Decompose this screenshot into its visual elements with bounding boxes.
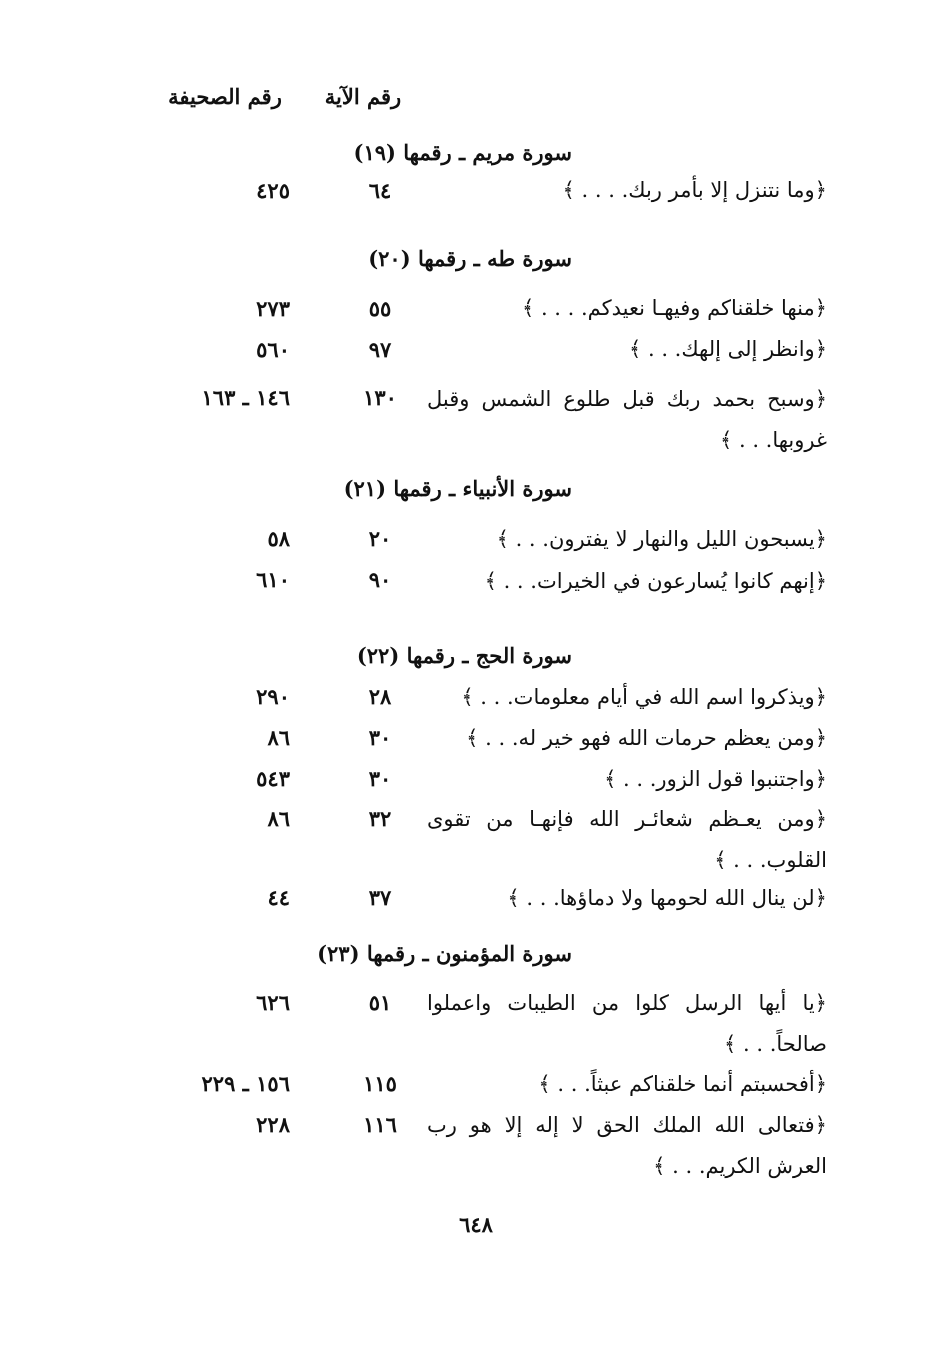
ayah-number: ١١٥	[363, 1071, 397, 1096]
surah-title: سورة الأنبياء ـ رقمها (٢١)	[343, 476, 572, 501]
page-reference: ١٤٦ ـ ١٦٣	[201, 385, 290, 410]
ayah-number: ٣٧	[368, 885, 392, 910]
page-reference: ٢٢٨	[256, 1112, 290, 1137]
verse-text: ﴿ومن يعظم حرمات الله فهو خير له. . . ﴾	[466, 726, 827, 750]
ayah-number-column-header: رقم الآية	[324, 84, 402, 109]
ayah-number: ٣٠	[368, 725, 392, 750]
page-reference: ١٥٦ ـ ٢٢٩	[201, 1071, 290, 1096]
page-folio-number: ٦٤٨	[459, 1212, 493, 1237]
page-reference: ٢٧٣	[256, 296, 290, 321]
page-reference: ٨٦	[267, 725, 290, 750]
surah-title: سورة طه ـ رقمها (٢٠)	[368, 246, 572, 271]
page-reference: ٥٨	[267, 526, 290, 551]
page-reference: ٥٤٣	[256, 766, 290, 791]
surah-title: سورة مريم ـ رقمها (١٩)	[353, 140, 572, 165]
verse-text: ﴿وسبح بحمد ربك قبل طلوع الشمس وقبل غروبها. . . ﴾	[427, 387, 827, 452]
verse-text: ﴿وانظر إلى إلهك. . . ﴾	[629, 337, 827, 361]
ayah-number: ٩٧	[368, 337, 392, 362]
page-number-column-header: رقم الصحيفة	[168, 84, 282, 109]
page-reference: ٦١٠	[256, 567, 290, 592]
verse-text: ﴿منها خلقناكم وفيهـا نعيدكم. . . . ﴾	[521, 296, 827, 320]
ayah-number: ٥١	[368, 990, 392, 1015]
page-reference: ٦٢٦	[256, 990, 290, 1015]
verse-text: ﴿ويذكروا اسم الله في أيام معلومات. . . ﴾	[461, 685, 827, 709]
verse-text: ﴿وما نتنزل إلا بأمر ربك. . . . ﴾	[562, 178, 827, 202]
ayah-number: ٩٠	[368, 567, 392, 592]
verse-text: ﴿إنهم كانوا يُسارعون في الخيرات. . . ﴾	[484, 569, 827, 593]
verse-text: ﴿فتعالى الله الملك الحق لا إله إلا هو رب العرش الكريم. . . ﴾	[427, 1113, 827, 1178]
surah-title: سورة الحج ـ رقمها (٢٢)	[356, 643, 572, 668]
ayah-number: ١١٦	[363, 1112, 397, 1137]
verse-text: ﴿واجتنبوا قول الزور. . . ﴾	[604, 767, 827, 791]
ayah-number: ٦٤	[368, 178, 392, 203]
ayah-number: ١٣٠	[363, 385, 397, 410]
ayah-number: ٣٢	[368, 806, 392, 831]
surah-title: سورة المؤمنون ـ رقمها (٢٣)	[317, 941, 572, 966]
page-reference: ٥٦٠	[256, 337, 290, 362]
page-reference: ٨٦	[267, 806, 290, 831]
page-reference: ٢٩٠	[256, 684, 290, 709]
ayah-number: ٢٠	[368, 526, 392, 551]
verse-text: ﴿يا أيها الرسل كلوا من الطيبات واعملوا صالحاً. . . ﴾	[427, 991, 827, 1056]
page-reference: ٤٢٥	[256, 178, 290, 203]
verse-text: ﴿يسبحون الليل والنهار لا يفترون. . . ﴾	[496, 527, 827, 551]
verse-text: ﴿ومن يعـظم شعائـر الله فإنهـا من تقوى القلوب. . . ﴾	[427, 807, 827, 872]
ayah-number: ٢٨	[368, 684, 392, 709]
page-reference: ٤٤	[267, 885, 290, 910]
verse-text: ﴿أفحسبتم أنما خلقناكم عبثاً. . . ﴾	[538, 1072, 827, 1096]
ayah-number: ٣٠	[368, 766, 392, 791]
ayah-number: ٥٥	[368, 296, 392, 321]
verse-text: ﴿لن ينال الله لحومها ولا دماؤها. . . ﴾	[507, 886, 827, 910]
